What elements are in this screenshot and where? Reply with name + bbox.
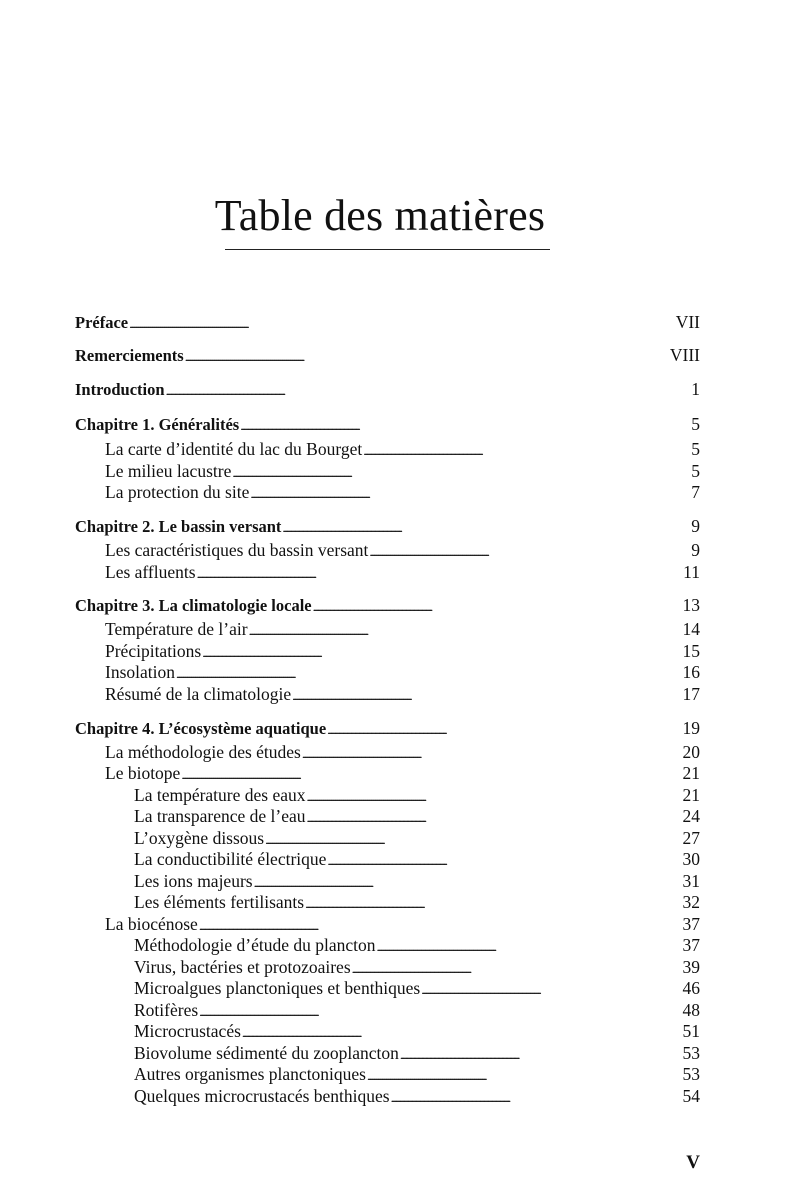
toc-entry — [75, 460, 700, 482]
toc-entry — [75, 1020, 700, 1042]
toc-entry-page: 21 — [682, 785, 700, 805]
leader-dots — [390, 1085, 635, 1107]
leader-dots — [368, 539, 635, 561]
toc-entry-label: Microalgues planctoniques et benthiques — [134, 978, 421, 998]
toc-entry-label: Les caractéristiques du bassin versant — [105, 540, 369, 560]
toc-chapter-4 — [75, 717, 700, 739]
toc-entry-label: Autres organismes planctoniques — [134, 1064, 366, 1084]
toc-entry — [75, 683, 700, 705]
page-title: Table des matières — [214, 191, 546, 240]
toc-entry — [75, 805, 700, 827]
toc-chapter-1 — [75, 413, 700, 435]
toc-entry-page: 5 — [691, 414, 700, 434]
leader-dots — [128, 311, 635, 333]
toc-entry-page: 53 — [682, 1064, 700, 1084]
toc-entry-label: Les affluents — [105, 562, 196, 582]
leader-dots — [201, 640, 635, 662]
leader-dots — [196, 561, 635, 583]
leader-dots — [306, 805, 636, 827]
toc-entry-page: 54 — [682, 1086, 700, 1106]
leader-dots — [351, 956, 635, 978]
toc-entry-page: 30 — [682, 849, 700, 869]
toc-entry-page: 21 — [682, 763, 700, 783]
toc-entry-page: 31 — [682, 871, 700, 891]
toc-entry — [75, 1063, 700, 1085]
toc-entry-label: Température de l’air — [105, 619, 248, 639]
toc-entry — [75, 956, 700, 978]
toc-entry-label: La protection du site — [105, 482, 250, 502]
toc-entry-label: L’oxygène dissous — [134, 828, 265, 848]
toc-entry — [75, 1042, 700, 1064]
toc-entry — [75, 827, 700, 849]
leader-dots — [362, 438, 635, 460]
toc-entry-remerciements — [75, 344, 700, 366]
toc-entry-page: 37 — [682, 935, 700, 955]
toc-entry-label: Virus, bactéries et protozoaires — [134, 957, 351, 977]
toc-entry — [75, 977, 700, 999]
leader-dots — [231, 460, 635, 482]
toc-entry — [75, 784, 700, 806]
toc-entry-label: Remerciements — [75, 346, 184, 365]
leader-dots — [291, 683, 635, 705]
toc-entry — [75, 999, 700, 1021]
toc-entry — [75, 539, 700, 561]
leader-dots — [239, 413, 635, 435]
leader-dots — [301, 741, 635, 763]
toc-entry-page: 5 — [691, 439, 700, 459]
toc-entry-label: La transparence de l’eau — [134, 806, 306, 826]
toc-entry-label: Microcrustacés — [134, 1021, 241, 1041]
toc-entry-page: 20 — [682, 742, 700, 762]
leader-dots — [326, 717, 635, 739]
toc-entry-label: Les éléments fertilisants — [134, 892, 305, 912]
leader-dots — [253, 870, 635, 892]
toc-entry-page: 53 — [682, 1043, 700, 1063]
toc-entry-page: 9 — [691, 516, 700, 536]
toc-entry-label: Le milieu lacustre — [105, 461, 232, 481]
toc-entry — [75, 640, 700, 662]
toc-entry-page: 16 — [682, 662, 700, 682]
toc-entry-preface — [75, 311, 700, 333]
leader-dots — [198, 999, 635, 1021]
toc-entry — [75, 1085, 700, 1107]
toc-entry-label: Résumé de la climatologie — [105, 684, 292, 704]
leader-dots — [184, 344, 635, 366]
leader-dots — [306, 784, 635, 806]
toc-entry-page: 15 — [682, 641, 700, 661]
toc-entry-label: Préface — [75, 313, 129, 332]
toc-entry — [75, 870, 700, 892]
leader-dots — [248, 618, 635, 640]
leader-dots — [249, 481, 635, 503]
toc-entry — [75, 661, 700, 683]
toc-entry-label: La carte d’identité du lac du Bourget — [105, 439, 363, 459]
toc-chapter-3 — [75, 594, 700, 616]
toc-entry-page: 37 — [682, 914, 700, 934]
toc-entry-page: 32 — [682, 892, 700, 912]
toc-entry-label: Quelques microcrustacés benthiques — [134, 1086, 390, 1106]
leader-dots — [326, 848, 635, 870]
toc-entry-label: La conductibilité électrique — [134, 849, 327, 869]
toc-entry — [75, 618, 700, 640]
toc-entry-introduction — [75, 378, 700, 400]
leader-dots — [180, 762, 635, 784]
toc-entry-page: 5 — [691, 461, 700, 481]
toc-entry-page: 51 — [682, 1021, 700, 1041]
toc-entry-page: 46 — [682, 978, 700, 998]
leader-dots — [312, 594, 635, 616]
toc-entry — [75, 891, 700, 913]
toc-entry-label: La méthodologie des études — [105, 742, 301, 762]
toc-entry — [75, 934, 700, 956]
toc-entry — [75, 481, 700, 503]
toc-entry-label: Biovolume sédimenté du zooplancton — [134, 1043, 399, 1063]
toc-entry-page: 19 — [682, 718, 700, 738]
page-folio: V — [686, 1152, 700, 1173]
toc-entry-page: 17 — [682, 684, 700, 704]
toc-entry — [75, 913, 700, 935]
toc-entry-page: 48 — [682, 1000, 700, 1020]
leader-dots — [420, 977, 635, 999]
leader-dots — [281, 515, 635, 537]
toc-entry-page: VII — [675, 312, 700, 332]
toc-entry — [75, 741, 700, 763]
toc-entry-label: Insolation — [105, 662, 175, 682]
leader-dots — [165, 378, 635, 400]
toc-chapter-2 — [75, 515, 700, 537]
toc-entry — [75, 561, 700, 583]
title-underline — [225, 249, 550, 250]
toc-entry-page: 14 — [682, 619, 700, 639]
toc-entry-label: Chapitre 1. Généralités — [75, 415, 240, 434]
toc-entry-label: Rotifères — [134, 1000, 199, 1020]
toc-entry-label: Chapitre 4. L’écosystème aquatique — [75, 719, 327, 738]
toc-entry-label: Chapitre 2. Le bassin versant — [75, 517, 282, 536]
leader-dots — [304, 891, 635, 913]
toc-entry-label: Chapitre 3. La climatologie locale — [75, 596, 312, 615]
toc-entry — [75, 762, 700, 784]
toc-entry-page: 39 — [682, 957, 700, 977]
toc-entry-label: Le biotope — [105, 763, 181, 783]
toc-entry — [75, 438, 700, 460]
toc-entry-label: La température des eaux — [134, 785, 306, 805]
toc-entry-label: Introduction — [75, 380, 165, 399]
toc-entry — [75, 848, 700, 870]
leader-dots — [175, 661, 635, 683]
toc-entry-page: 27 — [682, 828, 700, 848]
leader-dots — [376, 934, 635, 956]
toc-entry-label: Les ions majeurs — [134, 871, 253, 891]
toc-entry-label: La biocénose — [105, 914, 198, 934]
toc-entry-page: 9 — [691, 540, 700, 560]
leader-dots — [241, 1020, 635, 1042]
toc-entry-page: 24 — [682, 806, 700, 826]
leader-dots — [399, 1042, 635, 1064]
toc-entry-page: 13 — [682, 595, 700, 615]
toc-entry-page: VIII — [669, 345, 700, 365]
toc-entry-page: 11 — [683, 562, 700, 582]
leader-dots — [366, 1063, 635, 1085]
toc-entry-label: Précipitations — [105, 641, 202, 661]
toc-entry-label: Méthodologie d’étude du plancton — [134, 935, 376, 955]
toc-entry-page: 1 — [691, 379, 700, 399]
leader-dots — [264, 827, 635, 849]
toc-entry-page: 7 — [691, 482, 700, 502]
leader-dots — [198, 913, 635, 935]
